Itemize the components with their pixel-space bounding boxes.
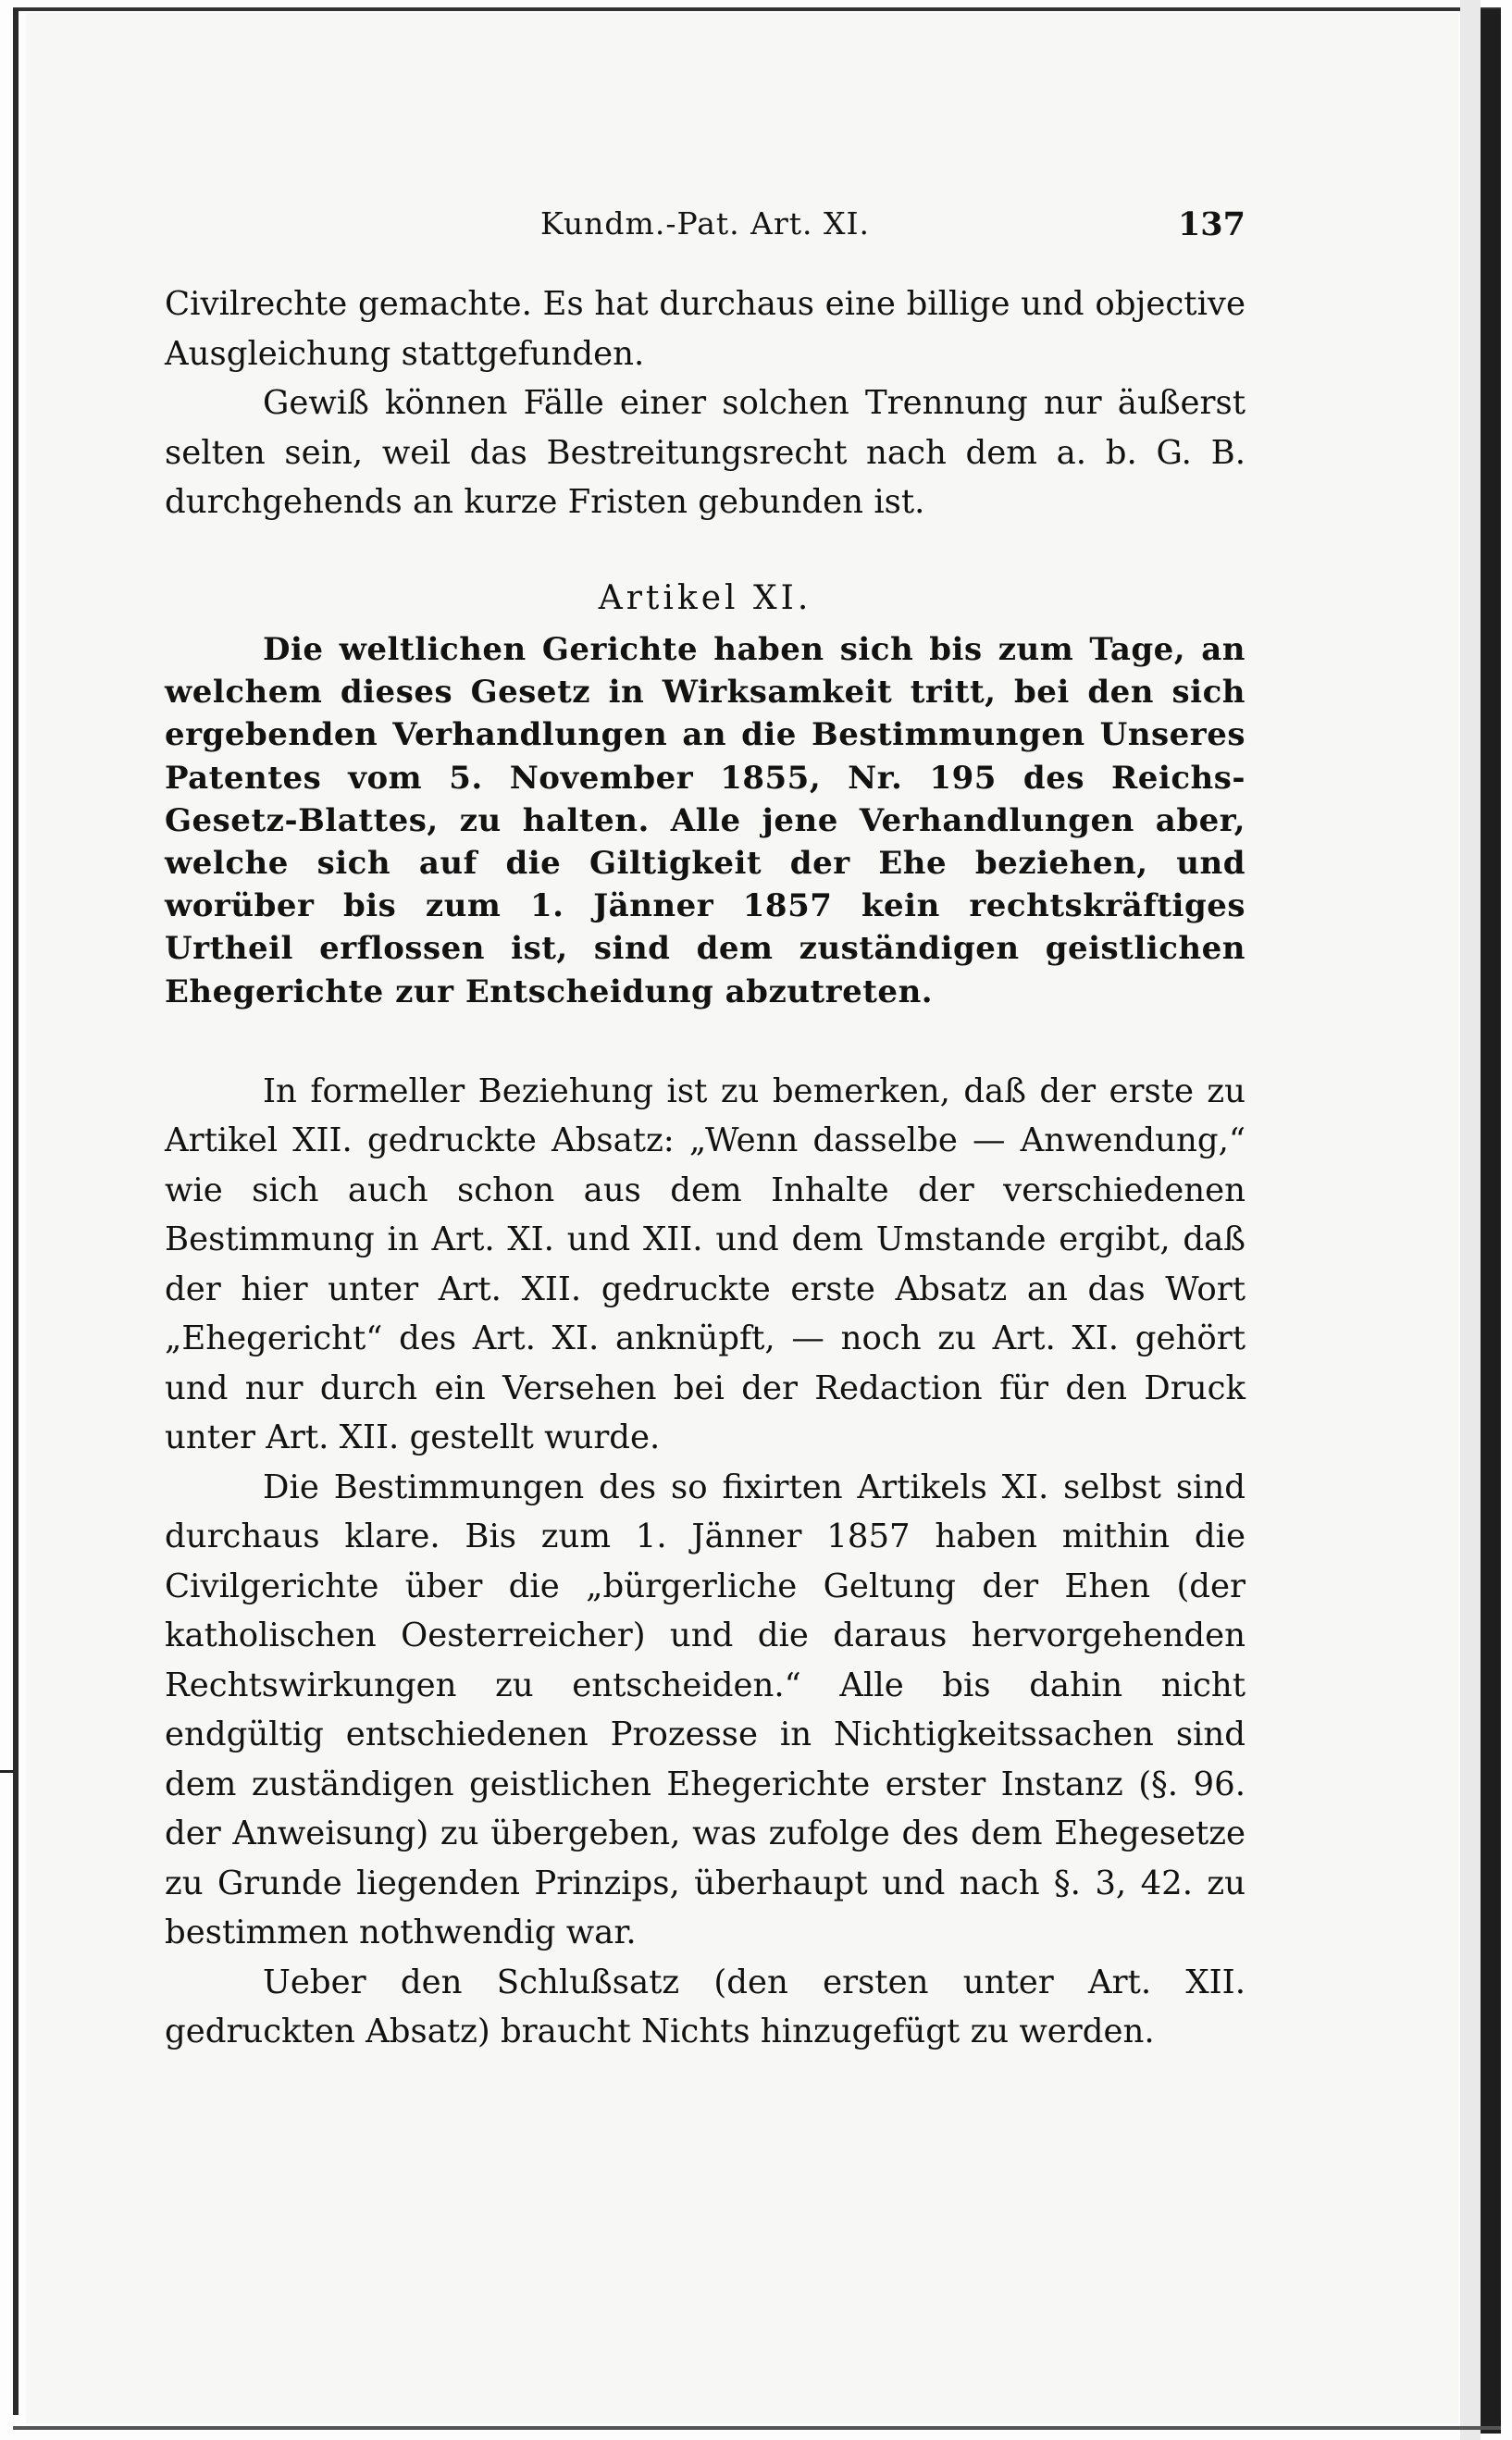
scan-edge-right bbox=[1481, 9, 1501, 2434]
scan-edge-bottom bbox=[13, 2426, 1501, 2430]
statute-text: Die weltlichen Gerichte haben sich bis zum Tage, an welchem dieses Gesetz in Wirksamkeit tritt, bei den sich ergebenden Verhandlungen an die Bestimmungen Unseres Patentes vom 5. November 1855, Nr. 195 des Reichs-Gesetz-Blattes, zu halten. Alle jene Verhandlungen aber, welche sich auf die Giltigkeit der Ehe beziehen, und worüber bis zum 1. Jänner 1857 kein rechtskräftiges Urtheil erflossen ist, sind dem zuständigen geistlichen Ehegerichte zur Entscheidung abzutreten. bbox=[165, 631, 1246, 1010]
scan-edge-right-inner bbox=[1460, 0, 1481, 2440]
paragraph-3: In formeller Beziehung ist zu bemerken, daß der erste zu Artikel XII. gedruckte Absatz: „Wenn dasselbe — Anwendung,“ wie sich auch schon aus dem Inhalte der verschiedenen Bestimmung in Art. XI. und XII. und dem Umstande ergibt, daß der hier unter Art. XII. gedruckte erste Absatz an das Wort „Ehegericht“ des Art. XI. anknüpft, — noch zu Art. XI. gehört und nur durch ein Versehen bei der Redaction für den Druck unter Art. XII. gestellt wurde. bbox=[165, 1071, 1246, 1457]
paragraph-1: Civilrechte gemachte. Es hat durchaus eine billige und objective Ausgleichung stattgefunden. bbox=[165, 285, 1246, 373]
scan-edge-top bbox=[13, 7, 1501, 11]
section-heading: Artikel XI. bbox=[598, 578, 812, 617]
page-number: 137 bbox=[1177, 205, 1246, 243]
paragraph-2: Gewiß können Fälle einer solchen Trennung nur äußerst selten sein, weil das Bestreitungsrecht nach dem a. b. G. B. durchgehends an kurze Fristen gebunden ist. bbox=[165, 384, 1246, 521]
paragraph-4: Die Bestimmungen des so fixirten Artikels XI. selbst sind durchaus klare. Bis zum 1. Jänner 1857 haben mithin die Civilgerichte über die „bürgerliche Geltung der Ehen (der katholischen Oesterreicher) und die daraus hervorgehenden Rechtswirkungen zu entscheiden.“ Alle bis dahin nicht endgültig entschiedenen Prozesse in Nichtigkeitssachen sind dem zuständigen geistlichen Ehegerichte erster Instanz (§. 96. der Anweisung) zu übergeben, was zufolge des dem Ehegesetze zu Grunde liegenden Prinzips, überhaupt und nach §. 3, 42. zu bestimmen nothwendig war. bbox=[165, 1468, 1246, 1952]
body-text bbox=[165, 279, 1246, 2057]
scan-edge-left bbox=[13, 9, 19, 2415]
margin-tick-mark bbox=[0, 1770, 13, 1773]
running-head: Kundm.-Pat. Art. XI. bbox=[540, 205, 870, 242]
paragraph-5: Ueber den Schlußsatz (den ersten unter Art. XII. gedruckten Absatz) braucht Nichts hinzugefügt zu werden. bbox=[165, 1963, 1246, 2051]
page-header bbox=[165, 205, 1246, 252]
